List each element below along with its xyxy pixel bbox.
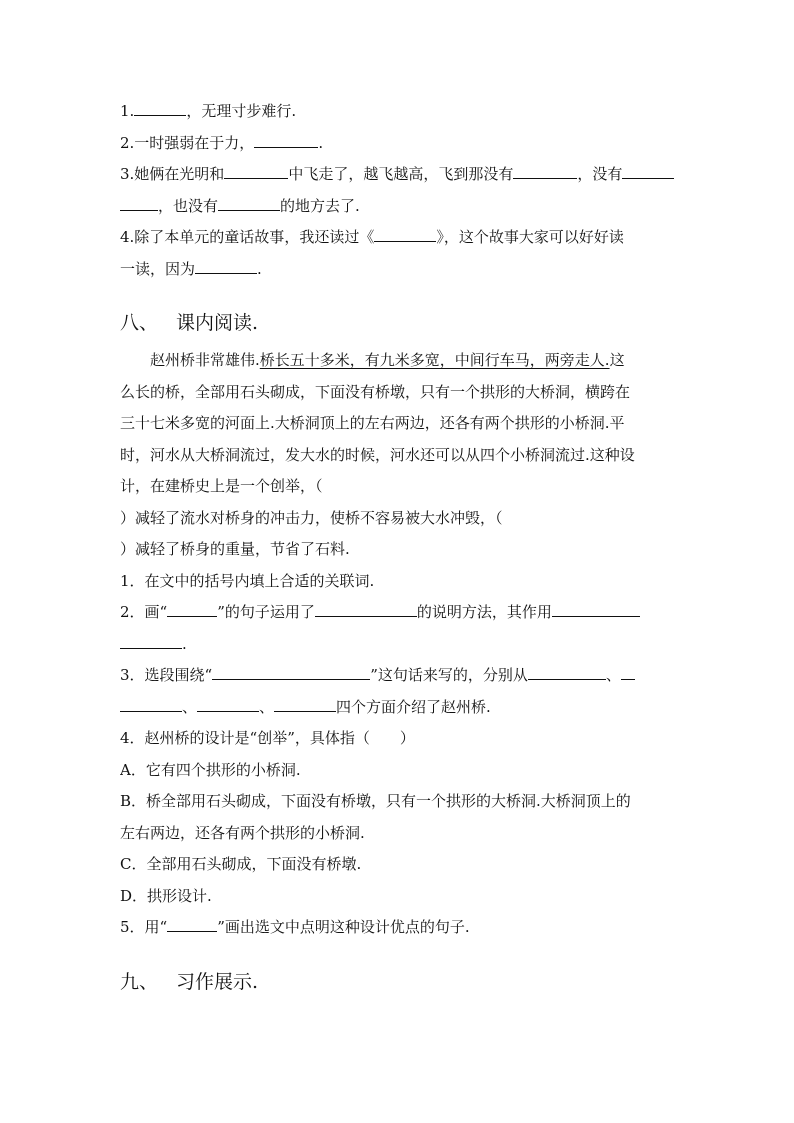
answer-blank[interactable] [197, 694, 259, 712]
answer-blank[interactable] [224, 161, 288, 179]
worksheet-page [120, 96, 680, 1002]
answer-blank[interactable] [134, 98, 186, 116]
answer-blank[interactable] [120, 694, 182, 712]
question-8-3-line2: 、 、 四个方面介绍了赵州桥. [120, 692, 680, 724]
answer-blank[interactable] [254, 130, 318, 148]
option-b-cont: 左右两边，还各有两个拱形的小桥洞. [120, 823, 365, 842]
section-heading-9: 九、 习作展示. [120, 970, 259, 993]
question-8-2-line2: . [120, 629, 680, 661]
question-7-4-line2: 一读，因为 . [120, 254, 680, 286]
passage-line: ）减轻了流水对桥身的冲击力，使桥不容易被大水冲毁，（ [120, 508, 503, 527]
option-c: C．全部用石头砌成，下面没有桥墩. [120, 855, 362, 873]
answer-blank[interactable] [120, 193, 158, 211]
passage-line: 么长的桥，全部用石头砌成，下面没有桥墩，只有一个拱形的大桥洞，横跨在 [120, 382, 631, 401]
underlined-sentence: 桥长五十多米，有九米多宽，中间行车马，两旁走人. [259, 351, 610, 369]
answer-blank[interactable] [315, 599, 417, 617]
question-7-4-line1: 4.除了本单元的童话故事，我还读过《 》，这个故事大家可以好好读 [120, 222, 680, 254]
answer-blank[interactable] [528, 662, 606, 680]
option-a: A．它有四个拱形的小桥洞. [120, 760, 301, 779]
question-8-3-line1: 3．选段围绕“ ”这句话来写的，分别从 、 [120, 660, 680, 692]
passage-line: ）减轻了桥身的重量，节省了石料. [120, 540, 350, 558]
answer-blank[interactable] [167, 914, 217, 932]
question-7-2: 2.一时强弱在于力， . [120, 128, 680, 160]
answer-blank[interactable] [622, 161, 674, 179]
question-7-3-line2: ，也没有 的地方去了. [120, 191, 680, 223]
question-7-1: 1. ，无理寸步难行. [120, 96, 680, 128]
question-8-4: 4．赵州桥的设计是“创举”，具体指（ ） [120, 729, 415, 747]
answer-blank[interactable] [167, 599, 217, 617]
option-d: D．拱形设计. [120, 886, 212, 905]
passage-line: 计，在建桥史上是一个创举，（ [120, 477, 323, 495]
answer-blank[interactable] [621, 662, 635, 680]
question-8-1: 1．在文中的括号内填上合适的关联词. [120, 571, 375, 590]
question-7-3-line1: 3.她俩在光明和 中飞走了，越飞越高，飞到那没有 ，没有 [120, 159, 680, 191]
answer-blank[interactable] [374, 224, 436, 242]
question-8-5: 5．用“ ”画出选文中点明这种设计优点的句子. [120, 912, 680, 944]
option-b: B．桥全部用石头砌成，下面没有桥墩，只有一个拱形的大桥洞.大桥洞顶上的 [120, 792, 631, 810]
answer-blank[interactable] [195, 256, 257, 274]
passage-line: 时，河水从大桥洞流过，发大水的时候，河水还可以从四个小桥洞流过.这种设 [120, 445, 635, 464]
section-heading-8: 八、 课内阅读. [120, 312, 259, 334]
answer-blank[interactable] [513, 161, 577, 179]
answer-blank[interactable] [274, 694, 336, 712]
answer-blank[interactable] [120, 631, 182, 649]
passage-line: 三十七米多宽的河面上.大桥洞顶上的左右两边，还各有两个拱形的小桥洞.平 [120, 414, 625, 432]
passage-line: 赵州桥非常雄伟.桥长五十多米，有九米多宽，中间行车马，两旁走人.这 [150, 351, 625, 369]
question-8-2-line1: 2．画“ ”的句子运用了 的说明方法，其作用 [120, 597, 680, 629]
answer-blank[interactable] [552, 599, 640, 617]
answer-blank[interactable] [218, 193, 280, 211]
answer-blank[interactable] [212, 662, 370, 680]
